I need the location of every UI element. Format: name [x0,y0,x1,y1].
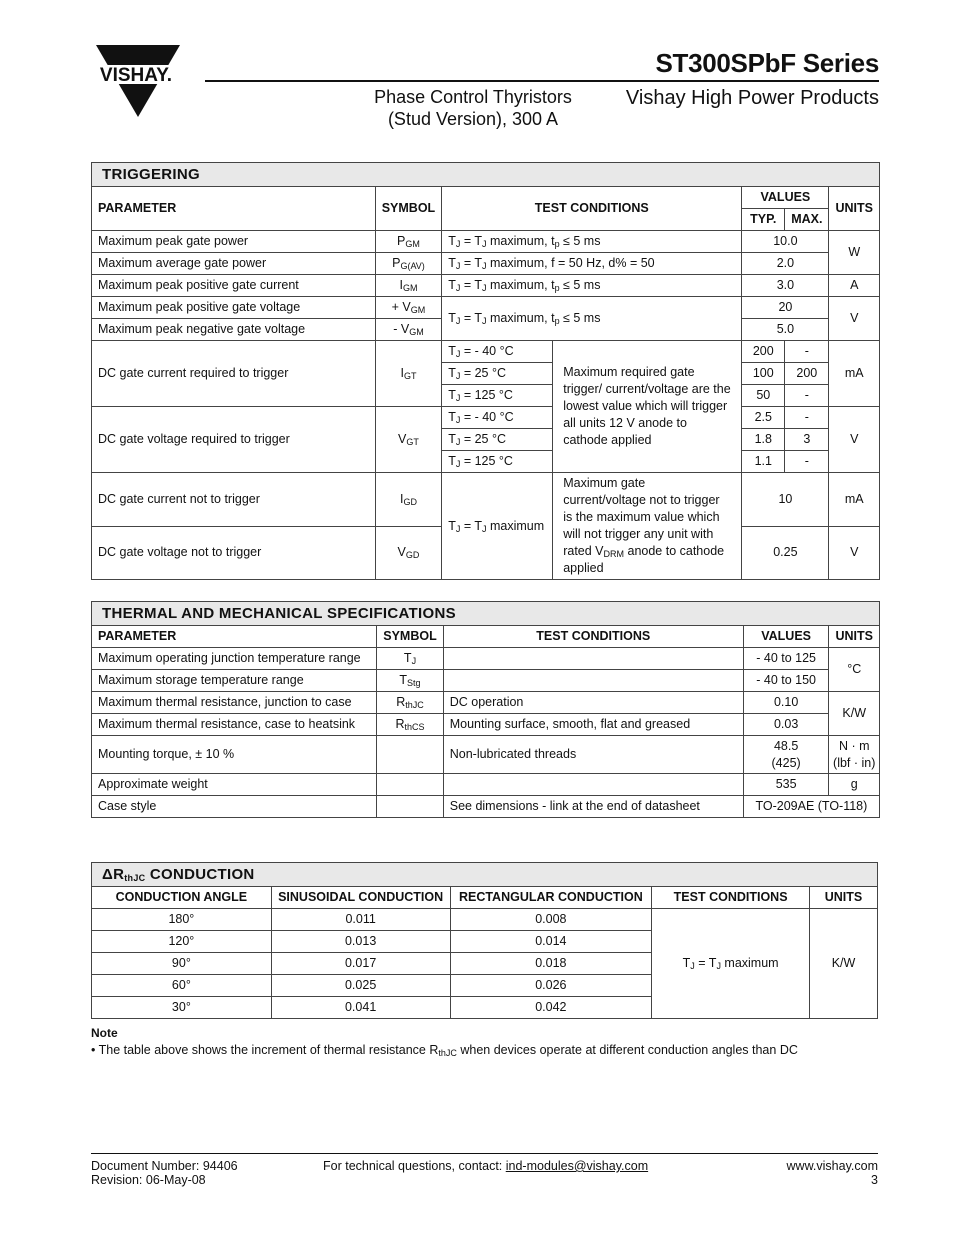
footer-rule [91,1153,878,1154]
sin-cell: 0.025 [271,975,450,997]
max-cell: 200 [785,363,829,385]
col-header: TEST CONDITIONS [442,187,742,231]
unit-cell: V [829,297,880,341]
revision: Revision: 06-May-08 [91,1173,206,1187]
temp-cell: $T_J$ = - 40 °C [442,341,553,363]
col-header: PARAMETER [92,187,376,231]
angle-cell: 180° [92,909,272,931]
symbol-sub: GT [403,371,417,381]
symbol-cell [375,297,441,319]
typ-cell: 1.8 [742,429,785,451]
symbol-sub: GM [409,327,424,337]
col-header: UNITS [829,626,880,648]
symbol-text: T [403,651,412,665]
table-row [92,648,880,670]
table-row [92,231,880,253]
cond-cell: $T_J = T_J$ maximum, $t_p \le 5$ ms [442,231,742,253]
symbol-cell [375,341,441,407]
document-number: Document Number: 94406 [91,1159,238,1173]
symbol-sub: thJC [405,700,424,710]
value-cell [743,736,829,774]
symbol-text: I [399,278,403,292]
header-rule [205,80,879,82]
symbol-sub: G(AV) [400,261,425,271]
unit-cell: K/W [829,692,880,736]
value-cell: 0.03 [743,714,829,736]
cond-cell [443,648,743,670]
symbol-text: + V [391,300,411,314]
table-row [92,736,880,774]
unit-cell: V [829,407,880,473]
table-row [92,407,880,429]
page-number: 3 [871,1173,878,1187]
table-row [92,909,878,931]
col-header: PARAMETER [92,626,377,648]
symbol-text: V [398,432,407,446]
symbol-text: I [400,366,404,380]
website-link[interactable]: www.vishay.com [786,1159,878,1173]
tech-contact [323,1159,648,1173]
symbol-text: P [392,256,401,270]
section-title: THERMAL AND MECHANICAL SPECIFICATIONS [92,602,880,626]
max-cell: - [785,385,829,407]
cond-cell: $T_J = T_J$ maximum, f = 50 Hz, d% = 50 [442,253,742,275]
temp-cell: $T_J = 125$ °C [442,385,553,407]
symbol-cell [375,275,441,297]
unit-cell [829,736,880,774]
max-cell: 3 [785,429,829,451]
table-row [92,275,880,297]
value-cell: 5.0 [742,319,829,341]
table-row [92,774,880,796]
angle-cell: 90° [92,953,272,975]
unit-cell: °C [829,648,880,692]
symbol-sub: GM [402,283,418,293]
sin-cell: 0.017 [271,953,450,975]
col-header: CONDUCTION ANGLE [92,887,272,909]
unit-cell: mA [829,341,880,407]
cond-cell: $T_J = T_J$ maximum [652,909,810,1019]
note-heading: Note [91,1026,118,1040]
max-cell: - [785,407,829,429]
symbol-cell [377,714,443,736]
max-cell: - [785,451,829,473]
sin-cell: 0.041 [271,997,450,1019]
col-header: SINUSOIDAL CONDUCTION [271,887,450,909]
cond-cell: DC operation [443,692,743,714]
value-cell: 3.0 [742,275,829,297]
col-header: VALUES [742,187,829,209]
rect-cell: 0.042 [450,997,652,1019]
section-title: $\Delta R_{thJC}$ CONDUCTION [92,863,878,887]
col-header: TEST CONDITIONS [443,626,743,648]
product-subtitle [360,86,586,130]
symbol-cell [375,473,441,527]
symbol-text: V [397,545,406,560]
value-cell: 535 [743,774,829,796]
angle-cell: 30° [92,997,272,1019]
symbol-cell [375,253,441,275]
unit-cell: W [829,231,880,275]
symbol-text: - V [393,322,410,336]
param-cell: Maximum operating junction temperature range [92,648,377,670]
param-cell: Maximum storage temperature range [92,670,377,692]
symbol-text: R [396,695,406,709]
param-cell: Maximum peak gate power [92,231,376,253]
sin-cell: 0.013 [271,931,450,953]
symbol-sub: thCS [404,722,425,732]
notrig-note-cell: Maximum gate current/voltage not to trigger is the maximum value which will not trigger any unit with rated $V_{DRM}$ anode to cathode applied [553,473,742,580]
symbol-cell [377,670,443,692]
symbol-cell [375,526,441,580]
logo-text: VISHAY. [99,65,173,86]
value-line: 48.5 [773,738,799,753]
typ-cell: 100 [742,363,785,385]
col-header: TEST CONDITIONS [652,887,810,909]
series-title: ST300SPbF Series [655,48,879,78]
col-header: UNITS [810,887,878,909]
table-row [92,670,880,692]
param-cell: Approximate weight [92,774,377,796]
table-row [92,253,880,275]
param-cell: DC gate current not to trigger [92,473,376,527]
value-cell: 2.0 [742,253,829,275]
table-row [92,692,880,714]
trigger-note-cell: Maximum required gate trigger/ current/voltage are the lowest value which will trigger all units 12 V anode to cathode applied [553,341,742,473]
symbol-text: R [395,717,405,731]
symbol-sub: J [411,656,417,666]
cond-cell: Non-lubricated threads [443,736,743,774]
symbol-sub: GD [403,496,417,507]
param-cell: Maximum peak positive gate current [92,275,376,297]
angle-cell: 120° [92,931,272,953]
typ-cell: 1.1 [742,451,785,473]
value-cell: - 40 to 125 [743,648,829,670]
rect-cell: 0.014 [450,931,652,953]
symbol-sub: GM [405,239,420,249]
symbol-cell [377,692,443,714]
value-cell: 10.0 [742,231,829,253]
table-row [92,473,880,527]
symbol-sub: GT [406,437,419,447]
param-cell: Maximum peak positive gate voltage [92,297,376,319]
cond-cell [443,670,743,692]
param-cell: DC gate voltage required to trigger [92,407,376,473]
col-header: TYP. [742,209,785,231]
col-header: MAX. [785,209,829,231]
symbol-sub: Stg [407,678,421,688]
table-row [92,341,880,363]
unit-cell: V [829,526,880,580]
symbol-cell [377,796,443,818]
unit-cell: A [829,275,880,297]
col-header: SYMBOL [377,626,443,648]
param-cell: Case style [92,796,377,818]
email-link[interactable]: ind-modules@vishay.com [505,1159,649,1173]
triggering-table [91,162,880,580]
temp-cell: $T_J = 25$ °C [442,429,553,451]
tech-contact-label: For technical questions, contact: [323,1159,506,1173]
table-row [92,714,880,736]
unit-cell: g [829,774,880,796]
cond-cell: $T_J = T_J$ maximum [442,473,553,580]
temp-cell: $T_J$ = - 40 °C [442,407,553,429]
cond-cell: $T_J = T_J$ maximum, $t_p \le 5$ ms [442,297,742,341]
symbol-cell [375,231,441,253]
typ-cell: 200 [742,341,785,363]
col-header: RECTANGULAR CONDUCTION [450,887,652,909]
sin-cell: 0.011 [271,909,450,931]
param-cell: Mounting torque, ± 10 % [92,736,377,774]
temp-cell: $T_J = 125$ °C [442,451,553,473]
param-cell: DC gate current required to trigger [92,341,376,407]
symbol-cell [377,648,443,670]
value-cell: TO-209AE (TO-118) [743,796,879,818]
unit-cell: K/W [810,909,878,1019]
symbol-sub: GD [405,550,420,561]
value-cell: 20 [742,297,829,319]
param-cell: Maximum peak negative gate voltage [92,319,376,341]
cond-cell [443,774,743,796]
param-cell: Maximum average gate power [92,253,376,275]
max-cell: - [785,341,829,363]
value-cell: 0.10 [743,692,829,714]
rect-cell: 0.018 [450,953,652,975]
cond-cell: Mounting surface, smooth, flat and greased [443,714,743,736]
note-text: • The table above shows the increment of thermal resistance $R_{thJC}$ when devices operate at different conduction angles than DC [91,1043,798,1058]
thermal-table [91,601,880,818]
temp-cell: $T_J = 25$ °C [442,363,553,385]
symbol-sub: GM [410,305,426,315]
table-row [92,297,880,319]
col-header: VALUES [743,626,829,648]
table-row [92,796,880,818]
value-line: (425) [771,755,801,770]
symbol-cell [377,736,443,774]
col-header: UNITS [829,187,880,231]
symbol-text: I [399,491,404,506]
value-cell: 10 [742,473,829,527]
param-cell: DC gate voltage not to trigger [92,526,376,580]
param-cell: Maximum thermal resistance, junction to case [92,692,377,714]
col-header: SYMBOL [375,187,441,231]
symbol-text: T [399,673,408,687]
angle-cell: 60° [92,975,272,997]
symbol-cell [375,319,441,341]
subtitle-line-1: Phase Control Thyristors [374,87,572,107]
value-cell: - 40 to 150 [743,670,829,692]
cond-cell: $T_J = T_J$ maximum, $t_p \le 5$ ms [442,275,742,297]
symbol-cell [377,774,443,796]
symbol-text: P [397,234,406,248]
typ-cell: 2.5 [742,407,785,429]
unit-cell: mA [829,473,880,527]
division-name: Vishay High Power Products [625,87,879,109]
rect-cell: 0.026 [450,975,652,997]
symbol-cell [375,407,441,473]
cond-cell: See dimensions - link at the end of datasheet [443,796,743,818]
param-cell: Maximum thermal resistance, case to heatsink [92,714,377,736]
value-cell: 0.25 [742,526,829,580]
drthjc-table [91,862,878,1019]
unit-line: N · m [838,738,870,753]
typ-cell: 50 [742,385,785,407]
unit-line: (lbf · in) [833,755,876,770]
section-title: TRIGGERING [92,163,880,187]
rect-cell: 0.008 [450,909,652,931]
subtitle-line-2: (Stud Version), 300 A [387,109,559,129]
vishay-logo [88,45,188,121]
